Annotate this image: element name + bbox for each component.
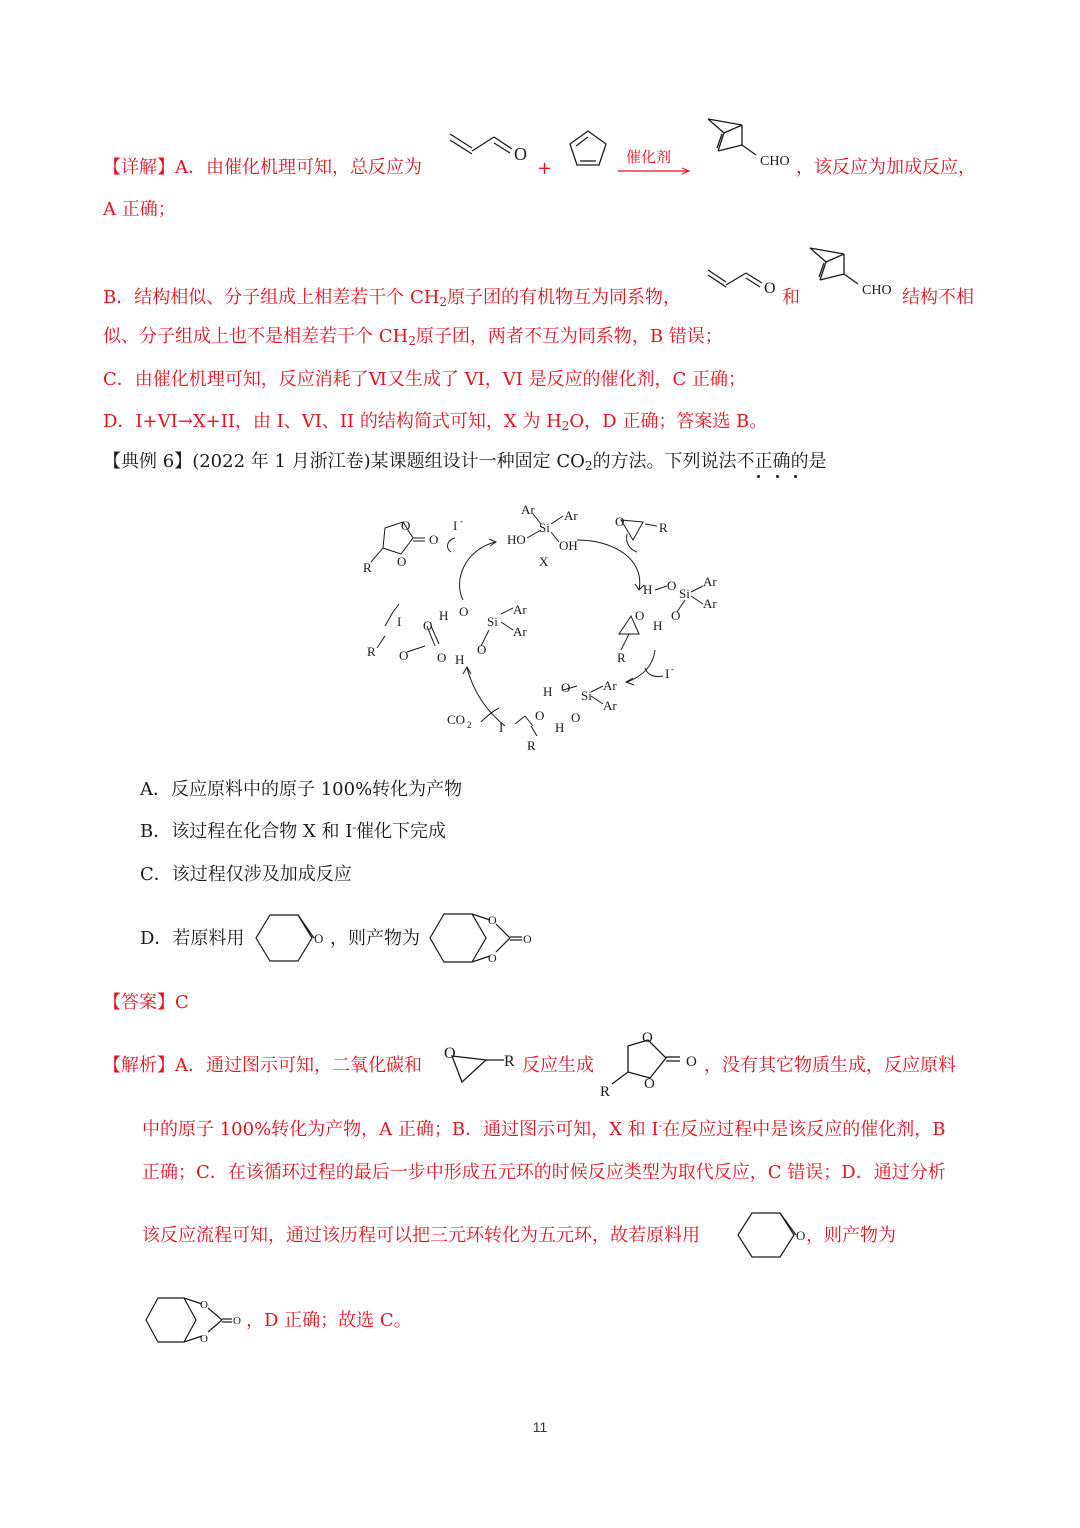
svg-text:Ar: Ar	[703, 596, 717, 611]
detail-a-text3: A 正确；	[103, 199, 176, 220]
svg-text:O: O	[459, 604, 469, 619]
cyclopentadiene-structure	[566, 128, 610, 170]
answer-line	[103, 992, 189, 1014]
svg-text:Si: Si	[679, 586, 690, 601]
detail-line-b2: 似、分子组成上也不是相差若干个 $CH_2$原子团，两者不互为同系物，B 错误；	[103, 326, 723, 348]
option-b: B．该过程在化合物 X 和 I-催化下完成	[140, 821, 447, 842]
svg-text:O: O	[488, 913, 497, 927]
svg-text:R: R	[600, 1084, 611, 1100]
catalyst-label: 催化剂	[626, 148, 672, 166]
svg-text:HO: HO	[507, 532, 526, 547]
svg-text:O: O	[667, 578, 677, 593]
svg-text:H: H	[643, 582, 653, 597]
svg-text:O: O	[644, 1076, 655, 1092]
reaction-arrow	[618, 166, 694, 176]
analysis-l4b: ，则产物为	[806, 1225, 896, 1246]
svg-text:O: O	[642, 1030, 653, 1046]
detail-line-c: C．由催化机理可知，反应消耗了Ⅵ又生成了 VI，VI 是反应的催化剂，C 正确；	[103, 369, 747, 390]
svg-text:H: H	[543, 684, 553, 699]
svg-text:R: R	[617, 650, 626, 665]
svg-text:O: O	[561, 680, 571, 695]
detail-line-d: D．I+VI→X+II，由 I、VI、II 的结构简式可知，X 为 $H_2O$，D 正确；答案选 B。	[103, 411, 768, 433]
svg-text:Ar: Ar	[513, 602, 527, 617]
svg-text:O: O	[796, 1228, 806, 1243]
svg-text:O: O	[429, 532, 439, 547]
svg-text:Ar: Ar	[703, 574, 717, 589]
cyclohexene-carbonate-structure-2	[144, 1294, 254, 1348]
page-number: 11	[532, 1419, 548, 1435]
svg-text:O: O	[488, 951, 497, 965]
cyclic-carbonate-structure	[598, 1028, 708, 1100]
svg-text:Ar: Ar	[521, 502, 535, 517]
svg-text:O: O	[514, 144, 527, 164]
svg-text:O: O	[200, 1299, 208, 1311]
svg-text:H: H	[653, 618, 663, 633]
svg-text:Ar: Ar	[603, 698, 617, 713]
svg-text:Si: Si	[581, 688, 592, 703]
analysis-t3: ，没有其它物质生成，反应原料	[704, 1055, 956, 1076]
svg-text:R: R	[504, 1053, 515, 1070]
detail-line-b: B．结构相似、分子组成上相差若干个 $CH_2$原子团的有机物互为同系物，	[103, 287, 682, 309]
svg-text:R: R	[363, 560, 372, 575]
svg-text:O: O	[535, 708, 545, 723]
svg-text:O: O	[671, 608, 681, 623]
svg-text:I: I	[499, 720, 504, 735]
svg-text:R: R	[527, 738, 536, 753]
svg-text:-: -	[460, 516, 463, 526]
analysis-line-5: ，D 正确；故选 C。	[246, 1310, 412, 1331]
svg-text:Ar: Ar	[603, 678, 617, 693]
option-d-text2: ，则产物为	[330, 928, 420, 949]
svg-text:O: O	[437, 650, 447, 665]
svg-text:O: O	[397, 554, 407, 569]
catalytic-cycle-diagram	[355, 500, 735, 760]
answer-head: 【答案】	[103, 992, 175, 1013]
and-word: 和	[782, 287, 800, 308]
detail-a-text: A．由催化机理可知，总反应为	[175, 157, 422, 178]
example-heading: 【典例 6】(2022 年 1 月浙江卷)某课题组设计一种固定 $CO_2$的方法。下列说法不正确的是	[103, 451, 827, 473]
svg-text:O: O	[314, 931, 324, 946]
svg-text:H: H	[455, 652, 465, 667]
svg-text:O: O	[764, 280, 776, 297]
svg-text:CO: CO	[447, 712, 466, 727]
norbornene-aldehyde-structure-2	[806, 244, 906, 302]
svg-text:O: O	[401, 518, 411, 533]
acrolein-structure-2	[706, 265, 786, 301]
analysis-line-4: 该反应流程可知，通过该历程可以把三元环转化为五元环，故若原料用	[142, 1225, 700, 1246]
svg-text:O: O	[615, 514, 625, 529]
epoxide-structure	[442, 1042, 522, 1090]
svg-text:CHO: CHO	[760, 154, 790, 169]
detail-a-text2: ，该反应为加成反应，	[796, 157, 976, 178]
svg-text:Ar: Ar	[513, 624, 527, 639]
svg-text:Ar: Ar	[564, 508, 578, 523]
svg-text:CHO: CHO	[862, 283, 892, 298]
option-a: A．反应原料中的原子 100%转化为产物	[140, 779, 463, 800]
svg-text:O: O	[523, 932, 532, 946]
svg-text:OH: OH	[559, 538, 578, 553]
analysis-line-1: 【解析】A．通过图示可知，二氧化碳和	[103, 1055, 422, 1076]
svg-text:O: O	[200, 1333, 208, 1345]
detail-line-a	[103, 157, 422, 179]
svg-text:O: O	[635, 608, 645, 623]
analysis-t2: 反应生成	[522, 1055, 594, 1076]
svg-text:I: I	[397, 614, 402, 629]
svg-text:O: O	[423, 618, 433, 633]
analysis-line-3: 正确；C．在该循环过程的最后一步中形成五元环的时候反应类型为取代反应，C 错误；D．通过分析	[142, 1162, 946, 1183]
analysis-line-2: 中的原子 100%转化为产物，A 正确；B．通过图示可知，X 和 I-在反应过程中是该反应的催化剂，B	[142, 1119, 946, 1140]
analysis-head: 【解析】	[103, 1055, 175, 1076]
cyclohexene-carbonate-structure	[428, 908, 538, 968]
svg-text:Si: Si	[539, 520, 550, 535]
svg-text:I: I	[453, 518, 458, 533]
svg-text:R: R	[659, 520, 668, 535]
svg-text:2: 2	[467, 720, 472, 730]
svg-text:-: -	[671, 664, 674, 674]
svg-text:O: O	[399, 648, 409, 663]
cyclohexene-oxide-structure-2	[734, 1210, 814, 1260]
svg-text:R: R	[367, 644, 376, 659]
svg-text:O: O	[444, 1045, 456, 1062]
option-c: C．该过程仅涉及加成反应	[140, 864, 352, 885]
svg-text:I: I	[665, 666, 670, 681]
acrolein-structure	[448, 128, 538, 168]
svg-text:X: X	[539, 554, 549, 569]
plus-sign: +	[537, 158, 553, 179]
norbornene-aldehyde-structure	[704, 115, 804, 173]
emphasis-text: 不正确	[736, 451, 791, 472]
detail-head: 【详解】	[103, 157, 175, 178]
answer-value: C	[175, 992, 189, 1013]
svg-text:H: H	[555, 720, 565, 735]
detail-b-text2: 结构不相	[902, 287, 974, 308]
svg-text:H: H	[439, 608, 449, 623]
svg-text:O: O	[686, 1054, 697, 1070]
cyclohexene-oxide-structure	[252, 912, 332, 964]
svg-text:O: O	[571, 710, 581, 725]
svg-text:O: O	[477, 642, 487, 657]
option-d-text1: D．若原料用	[140, 928, 245, 949]
svg-text:O: O	[233, 1315, 241, 1327]
svg-text:Si: Si	[487, 614, 498, 629]
